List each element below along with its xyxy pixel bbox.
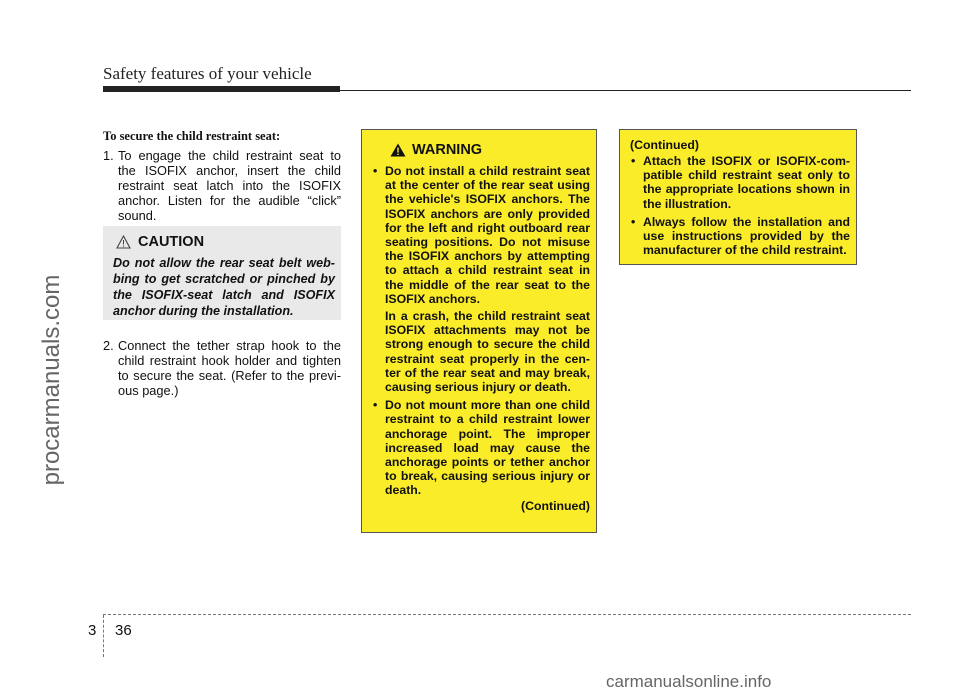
step-2-number: 2. <box>103 338 114 353</box>
step-1-number: 1. <box>103 148 114 163</box>
watermark-procarmanuals: procarmanuals.com <box>38 274 65 486</box>
continued-heading: (Continued) <box>630 138 699 152</box>
caution-triangle-icon <box>116 235 131 249</box>
warning-title: WARNING <box>412 142 483 158</box>
chapter-number: 3 <box>88 622 97 639</box>
step-2 <box>103 338 341 398</box>
step-1 <box>103 148 341 223</box>
warning-continued-label: (Continued) <box>521 498 590 513</box>
caution-text: Do not allow the rear seat belt web-bing to get scratched or pinched by the ISOFIX-seat latch and ISOFIX anchor during the installation. <box>113 256 335 318</box>
warning-list <box>372 164 590 498</box>
caution-title: CAUTION <box>138 234 205 250</box>
warning-continued-box <box>619 129 857 265</box>
caution-box <box>103 226 341 320</box>
step-1-text: To engage the child restraint seat to the ISOFIX anchor, insert the child restraint seat latch into the ISOFIX anchor. Listen for the audible “click” sound. <box>118 148 341 223</box>
page-number: 36 <box>115 622 132 639</box>
warning-triangle-icon <box>390 143 406 157</box>
warning-item-isofix-center <box>372 164 590 394</box>
header-rule <box>103 90 911 91</box>
header-rule-thick <box>103 86 340 92</box>
continued-item-attach: • Attach the ISOFIX or ISOFIX-com-patible child restraint seat only to the appropriate locations shown in the illustration. <box>630 154 850 211</box>
page-header-title: Safety features of your vehicle <box>103 64 312 83</box>
warning-heading <box>390 142 482 158</box>
warning-item-crash-text: In a crash, the child restraint seat ISOFIX attachments may not be strong enough to secure the child restraint seat properly in the cen-ter of the rear seat and may break, causing serious injury or death. <box>385 309 590 395</box>
watermark-carmanualsonline: carmanualsonline.info <box>606 672 772 691</box>
footer-rule <box>103 614 911 615</box>
section-subheading: To secure the child restraint seat: <box>103 129 281 143</box>
instructions-column <box>103 129 341 223</box>
warning-item-text: Do not install a child restraint seat at the center of the rear seat using the vehicle's ISOFIX anchors. The ISOFIX anchors are only provided for the left and right outboard rear seating positions. Do not misuse the ISOFIX anchors by attempting to attach a child restraint seat in the middle of the rear seat to the ISOFIX anchors. <box>385 164 590 306</box>
warning-item-single-restraint <box>372 398 590 497</box>
warning-item-text: Do not mount more than one child restraint to a child restraint lower anchorage point. The improper increased load may cause the anchorage points or tether anchor to break, causing serious injury or death. <box>385 398 590 498</box>
continued-item-follow-instructions: • Always follow the installation and use instructions provided by the manufacturer of the child restraint. <box>630 215 850 258</box>
footer-divider <box>103 615 104 657</box>
caution-heading <box>116 234 204 250</box>
continued-list <box>630 154 850 257</box>
warning-box <box>361 129 597 533</box>
step-2-text: Connect the tether strap hook to the child restraint hook holder and tighten to secure the seat. (Refer to the previ-ous page.) <box>118 338 341 398</box>
